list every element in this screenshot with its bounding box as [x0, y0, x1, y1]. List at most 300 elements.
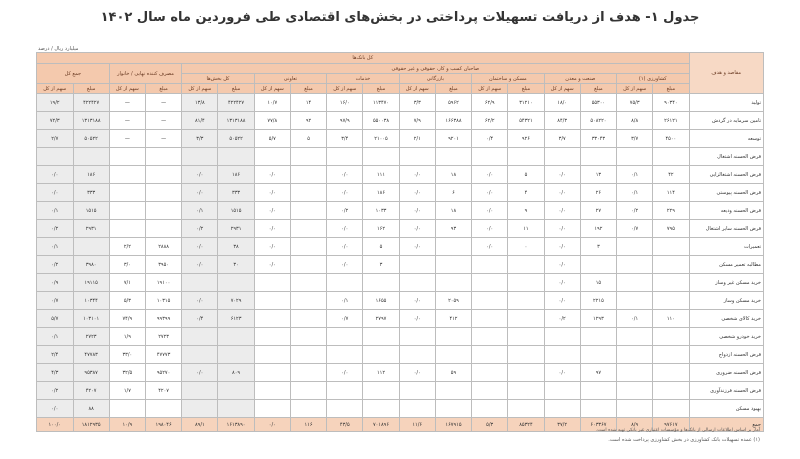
table-cell: ۹۷ [580, 364, 616, 382]
row-label: قرض الحسنه سایر اشتغال [689, 220, 764, 238]
header-amount: مبلغ [73, 84, 109, 94]
table-cell: ۱۱/۶ [399, 418, 435, 432]
table-cell: ۲۸۸۸ [145, 238, 181, 256]
table-cell: ۱۰۳۱۵ [145, 292, 181, 310]
table-cell: ۷۰۲۹ [218, 292, 254, 310]
table-row [37, 310, 764, 328]
table-cell [435, 328, 471, 346]
table-cell [290, 166, 326, 184]
table-cell: ۰/۲ [37, 382, 74, 400]
table-cell [653, 256, 689, 274]
table-cell [182, 148, 218, 166]
table-cell: ۶۰۳۳۶۷ [580, 418, 616, 432]
table-cell: ۷۰۱۸۹۶ [363, 418, 399, 432]
table-cell: ۱۱۴ [653, 184, 689, 202]
table-cell: ۰/۰ [399, 238, 435, 256]
table-cell: ۲/۴ [37, 346, 74, 364]
table-cell [617, 400, 653, 418]
table-cell: ۲۷۲۳ [145, 328, 181, 346]
table-cell: ۴۵۰۰ [653, 130, 689, 148]
table-cell: ۷۴/۹ [109, 310, 145, 328]
table-cell: ۳/۳ [399, 94, 435, 112]
table-cell: ۰/۱ [37, 238, 74, 256]
table-cell: ۹۳ [435, 220, 471, 238]
table-cell [327, 328, 363, 346]
table-cell: ۹۲۰۱ [435, 130, 471, 148]
table-cell: ۱/۹ [109, 328, 145, 346]
data-table [36, 52, 764, 432]
header-sector-1: صنعت و معدن [544, 74, 616, 84]
header-amount: مبلغ [508, 84, 544, 94]
table-cell: ۳۹۵۰ [145, 256, 181, 274]
row-label: تعمیرات [689, 238, 764, 256]
table-cell: ۰/۲ [182, 220, 218, 238]
table-cell [472, 364, 508, 382]
row-label: خرید خودرو شخصی [689, 328, 764, 346]
table-cell: ۳۳/۰ [109, 346, 145, 364]
table-cell: ۴۲ [653, 166, 689, 184]
table-cell [145, 220, 181, 238]
table-cell [653, 328, 689, 346]
row-label: قرض الحسنه ضروری [689, 364, 764, 382]
table-cell: ۳ [363, 256, 399, 274]
table-cell: ۳۹۸۰ [73, 256, 109, 274]
table-cell [218, 346, 254, 364]
table-cell [182, 400, 218, 418]
table-cell [508, 292, 544, 310]
table-cell: ۱۶۷۹۱۵ [435, 418, 471, 432]
table-cell: ۰/۰ [327, 238, 363, 256]
header-amount: مبلغ [290, 84, 326, 94]
table-cell [73, 238, 109, 256]
table-cell: ۶۲/۲ [472, 112, 508, 130]
table-cell [617, 346, 653, 364]
table-cell: ۱/۷ [109, 382, 145, 400]
table-cell [109, 184, 145, 202]
table-cell: ۰/۰ [472, 238, 508, 256]
table-cell [363, 346, 399, 364]
table-cell: ۴/۳ [37, 364, 74, 382]
table-cell: ۷۹۵ [653, 220, 689, 238]
table-cell: ۱۹۲ [580, 220, 616, 238]
table-cell [290, 238, 326, 256]
header-banks-total: کل بانک‌ها [37, 53, 690, 64]
header-amount: مبلغ [145, 84, 181, 94]
table-cell: ۱۶۶۳۸۸ [435, 112, 471, 130]
header-amount: مبلغ [435, 84, 471, 94]
table-cell: ۷/۱ [109, 274, 145, 292]
table-cell [399, 274, 435, 292]
table-cell [290, 364, 326, 382]
table-cell: ۹۹۳۹۹ [145, 310, 181, 328]
table-cell: ۰/۰ [544, 256, 580, 274]
table-cell: ۳۲/۵ [109, 364, 145, 382]
header-share: سهم از کل [327, 84, 363, 94]
table-cell: ۳/۴ [327, 130, 363, 148]
header-sector-2: مسکن و ساختمان [472, 74, 544, 84]
table-cell [399, 400, 435, 418]
table-cell: ۷۵/۳ [617, 94, 653, 112]
table-cell [290, 184, 326, 202]
table-cell [254, 364, 290, 382]
table-cell: ۳۳۳ [218, 184, 254, 202]
table-row [37, 346, 764, 364]
table-cell: ۷۲/۳ [37, 112, 74, 130]
table-cell [218, 328, 254, 346]
table-cell: ۱۰/۹ [109, 418, 145, 432]
data-table-wrapper [36, 52, 764, 432]
table-cell: ۵ [508, 166, 544, 184]
table-cell [109, 220, 145, 238]
table-cell: ۰/۰ [327, 256, 363, 274]
table-cell: ۹۵۲۷۰ [145, 364, 181, 382]
table-cell [617, 256, 653, 274]
table-cell: ۱۳۱۳۱۸۸ [73, 112, 109, 130]
header-sector-0: کشاورزی (۱) [617, 74, 689, 84]
table-cell [399, 256, 435, 274]
header-share: سهم از کل [544, 84, 580, 94]
table-cell: ۰/۰ [544, 274, 580, 292]
table-cell: ۰/۰ [472, 184, 508, 202]
table-cell [290, 202, 326, 220]
table-cell: ۰/۲ [37, 256, 74, 274]
table-cell: ۰/۰ [37, 400, 74, 418]
table-cell [109, 148, 145, 166]
table-cell [508, 364, 544, 382]
row-label: تامین سرمایه در گردش [689, 112, 764, 130]
table-cell: ۰/۲ [617, 202, 653, 220]
row-label: قرض الحسنه اشتغالزایی [689, 166, 764, 184]
table-cell: ۵۵۰۰۳۸ [363, 112, 399, 130]
header-sector-total: کل بخش‌ها [182, 74, 254, 84]
footnote-source: آمار بر اساس اطلاعات ارسالی از بانک‌ها و مؤسسات اعتباری غیر بانکی تهیه شده است. [595, 428, 760, 433]
table-cell: ۱۹/۲ [37, 94, 74, 112]
row-label: قرض الحسنه فرزندآوری [689, 382, 764, 400]
table-cell: ۱۱۶ [290, 418, 326, 432]
table-cell [617, 364, 653, 382]
table-cell: ۱۸ [435, 166, 471, 184]
table-cell [254, 148, 290, 166]
table-cell: ۴۲۰۷ [73, 382, 109, 400]
table-cell: ۰/۰ [327, 220, 363, 238]
table-cell [73, 148, 109, 166]
table-cell [508, 382, 544, 400]
table-cell [327, 274, 363, 292]
table-cell [109, 166, 145, 184]
table-cell: ۰/۱ [37, 328, 74, 346]
table-cell [145, 202, 181, 220]
table-cell [399, 382, 435, 400]
table-cell [580, 346, 616, 364]
table-cell: ۱۳۱۳۱۸۸ [218, 112, 254, 130]
table-cell [472, 274, 508, 292]
table-cell: ۱۹۱۱۵ [73, 274, 109, 292]
table-cell [653, 364, 689, 382]
table-cell [653, 400, 689, 418]
table-cell: ۳/۳ [182, 130, 218, 148]
table-cell: ۴۳/۵ [327, 418, 363, 432]
table-cell [399, 346, 435, 364]
table-cell: ۱۰۳۳ [363, 202, 399, 220]
table-cell [145, 400, 181, 418]
table-cell: ۱۱۲ [363, 364, 399, 382]
table-cell [254, 400, 290, 418]
table-cell: ۰/۴ [472, 130, 508, 148]
header-share: سهم از کل [399, 84, 435, 94]
table-cell [472, 346, 508, 364]
table-cell: ۲۶۱۲۱ [653, 112, 689, 130]
table-cell: ۹۲۶ [508, 130, 544, 148]
table-cell: ۳۰ [218, 256, 254, 274]
table-cell: ۸۹/۱ [182, 418, 218, 432]
table-cell [254, 382, 290, 400]
table-cell: ۰/۹ [37, 274, 74, 292]
table-cell [435, 346, 471, 364]
row-label: خرید کالای شخصی [689, 310, 764, 328]
table-cell: ۶۱۲۳ [218, 310, 254, 328]
table-cell [653, 346, 689, 364]
table-cell: ۰/۰ [37, 184, 74, 202]
table-cell [327, 148, 363, 166]
table-cell [580, 256, 616, 274]
table-cell: ۲/۲ [109, 238, 145, 256]
table-cell: ۱۸۱۲۹۳۵ [73, 418, 109, 432]
table-cell: ۰/۰ [182, 292, 218, 310]
row-label: قرض الحسنه اشتغال [689, 148, 764, 166]
table-cell: ۵۰۵۲۲ [218, 130, 254, 148]
header-consumer-group: مصرف کننده نهایی / خانوار [109, 64, 181, 84]
table-cell [290, 292, 326, 310]
header-amount: مبلغ [653, 84, 689, 94]
table-cell [508, 400, 544, 418]
table-cell [109, 400, 145, 418]
table-cell: ۰/۰ [544, 238, 580, 256]
table-cell [399, 148, 435, 166]
table-cell: ۰/۰ [327, 184, 363, 202]
table-cell [472, 292, 508, 310]
table-cell [254, 292, 290, 310]
table-row [37, 256, 764, 274]
table-cell: ۱۲۹۳ [580, 310, 616, 328]
header-share: سهم از کل [617, 84, 653, 94]
table-cell: ۲۲۹ [653, 202, 689, 220]
table-cell [290, 346, 326, 364]
table-cell: ۷/۹ [399, 112, 435, 130]
table-row [37, 130, 764, 148]
table-cell: ۰/۷ [617, 220, 653, 238]
table-row [37, 382, 764, 400]
table-cell: ۱۹۸۰۴۶ [145, 418, 181, 432]
table-cell [218, 274, 254, 292]
table-cell: ۰/۱ [182, 202, 218, 220]
table-cell: ۰/۰ [254, 256, 290, 274]
table-cell: ۲۷۹۷ [363, 310, 399, 328]
table-cell: ۰/۴ [182, 310, 218, 328]
table-cell: ۳۳۳ [73, 184, 109, 202]
table-cell: ۱۸۶ [73, 166, 109, 184]
table-cell [508, 346, 544, 364]
table-cell: ۰/۰ [472, 166, 508, 184]
table-cell [472, 328, 508, 346]
header-sector-5: تعاونی [254, 74, 326, 84]
table-cell [508, 148, 544, 166]
header-amount: مبلغ [218, 84, 254, 94]
table-cell [508, 256, 544, 274]
table-cell [653, 238, 689, 256]
table-cell: ۰/۱ [617, 184, 653, 202]
table-cell: ۱۱۱ [363, 166, 399, 184]
table-cell: ۵/۷ [254, 130, 290, 148]
table-cell: ۰/۰ [37, 166, 74, 184]
table-cell: ۳/۷ [544, 130, 580, 148]
table-cell: ۲/۷ [37, 130, 74, 148]
table-cell: ۵۹۶۲ [435, 94, 471, 112]
table-cell: ۶ [435, 184, 471, 202]
table-cell [544, 346, 580, 364]
table-cell: ۲۱۰۰۵ [363, 130, 399, 148]
table-cell: ۳/۰ [109, 256, 145, 274]
table-cell: ۰/۲ [327, 202, 363, 220]
table-cell: — [145, 112, 181, 130]
table-cell [182, 346, 218, 364]
table-cell: ۳۱۲۱۰ [508, 94, 544, 112]
table-cell: ۰/۰ [472, 202, 508, 220]
table-row [37, 184, 764, 202]
table-cell: — [109, 112, 145, 130]
table-cell [472, 400, 508, 418]
table-cell: ۸۱/۴ [182, 112, 218, 130]
table-cell [472, 148, 508, 166]
table-cell [617, 274, 653, 292]
table-cell: ۰/۰ [254, 184, 290, 202]
table-cell: ۰/۰ [254, 166, 290, 184]
table-cell: ۱۹۱۰۰ [145, 274, 181, 292]
table-cell: ۱۸۶ [363, 184, 399, 202]
table-cell [327, 346, 363, 364]
table-cell [290, 274, 326, 292]
table-cell: ۸۴/۳ [544, 112, 580, 130]
header-row-label: مقاصد و هدف [689, 53, 764, 94]
table-cell [363, 148, 399, 166]
table-cell [617, 238, 653, 256]
table-cell [182, 274, 218, 292]
row-label: خرید مسکن وساز [689, 292, 764, 310]
table-cell [290, 382, 326, 400]
table-header [37, 53, 764, 94]
table-cell: ۵۰۵۲۲ [73, 130, 109, 148]
table-cell: ۲۰۵۹ [435, 292, 471, 310]
table-cell [435, 274, 471, 292]
header-amount: مبلغ [363, 84, 399, 94]
table-cell: ۸۸ [73, 400, 109, 418]
table-cell: ۵/۳ [109, 292, 145, 310]
table-cell: ۱۸ [435, 202, 471, 220]
table-cell: ۵ [290, 130, 326, 148]
table-cell [580, 400, 616, 418]
table-cell: ۰/۰ [399, 292, 435, 310]
table-cell: ۱۰/۷ [254, 94, 290, 112]
row-label: قرض الحسنه ازدواج [689, 346, 764, 364]
table-cell [472, 382, 508, 400]
table-cell: ۰/۷ [327, 310, 363, 328]
table-cell [290, 148, 326, 166]
table-row [37, 238, 764, 256]
table-cell: ۰/۰ [399, 364, 435, 382]
table-cell [218, 382, 254, 400]
table-cell: ۰/۰ [544, 220, 580, 238]
table-cell: ۳۷/۲ [544, 418, 580, 432]
table-cell: ۰/۰ [399, 184, 435, 202]
table-cell: ۱۵۱۵ [73, 202, 109, 220]
table-cell [435, 400, 471, 418]
table-cell [109, 202, 145, 220]
table-cell: ۶۲/۹ [472, 94, 508, 112]
table-cell: ۳۳۰۴۳ [580, 130, 616, 148]
table-cell: ۰/۰ [254, 418, 290, 432]
table-cell [363, 328, 399, 346]
table-cell: ۵۰۸۲۲۰ [580, 112, 616, 130]
table-cell: ۳ [580, 238, 616, 256]
table-cell [254, 310, 290, 328]
table-cell: ۰/۰ [399, 310, 435, 328]
table-cell: ۸۵۳۲۴ [508, 418, 544, 432]
table-cell: ۲۶ [580, 184, 616, 202]
table-cell [544, 382, 580, 400]
table-cell [254, 274, 290, 292]
table-cell: ۰/۰ [182, 238, 218, 256]
header-business-group: صاحبان کسب و کار، حقوقی و غیر حقوقی [182, 64, 689, 74]
table-cell [399, 328, 435, 346]
table-row [37, 166, 764, 184]
table-cell: ۷۷/۸ [254, 112, 290, 130]
table-cell: ۰/۰ [182, 364, 218, 382]
row-label: تولید [689, 94, 764, 112]
table-cell: ۰/۰ [327, 364, 363, 382]
table-cell [435, 148, 471, 166]
table-cell: ۱۰۰/۰ [37, 418, 74, 432]
table-cell: ۴۲۰۷ [145, 382, 181, 400]
table-cell [544, 328, 580, 346]
table-cell [327, 400, 363, 418]
table-cell [653, 382, 689, 400]
table-cell [435, 382, 471, 400]
table-cell [472, 310, 508, 328]
table-cell [580, 328, 616, 346]
table-cell: ۲/۱ [399, 130, 435, 148]
table-cell: ۰/۰ [544, 292, 580, 310]
table-cell: ۱۱۳۴۷۰ [363, 94, 399, 112]
table-cell [544, 148, 580, 166]
table-cell: ۴۲۲۴۲۷ [73, 94, 109, 112]
table-cell [290, 310, 326, 328]
table-cell: ۱۸۶ [218, 166, 254, 184]
table-cell: ۹۵۳۸۷ [73, 364, 109, 382]
header-share: سهم از کل [37, 84, 74, 94]
table-cell [218, 148, 254, 166]
table-cell: ۲۲۱۵ [580, 292, 616, 310]
table-cell: — [109, 130, 145, 148]
table-cell: ۰/۷ [37, 292, 74, 310]
header-sector-3: بازرگانی [399, 74, 471, 84]
table-cell: ۰/۱ [37, 202, 74, 220]
table-cell [435, 238, 471, 256]
table-cell: ۵۹ [435, 364, 471, 382]
footnote-agriculture: (۱) عمده تسهیلات بانک کشاورزی در بخش کشاورزی پرداخت شده است. [608, 437, 760, 443]
table-cell: ۱۰۳۱۰۱ [73, 310, 109, 328]
table-cell: ۴۱۲ [435, 310, 471, 328]
header-grand-total: جمع کل [37, 64, 110, 84]
table-cell: ۵۵۳۰۰ [580, 94, 616, 112]
